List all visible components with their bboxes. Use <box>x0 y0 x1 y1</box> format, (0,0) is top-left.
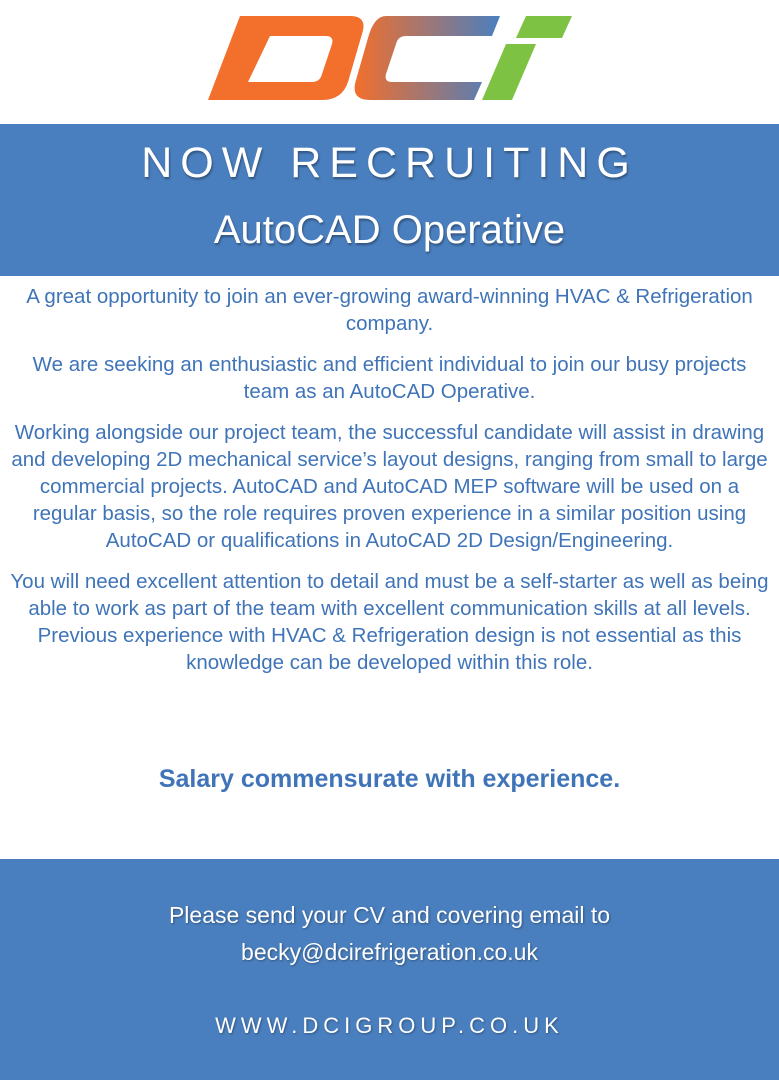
email-link[interactable]: becky@dcirefrigeration.co.uk <box>241 939 538 965</box>
paragraph-seeking: We are seeking an enthusiastic and efficient individual to join our busy projects team as an AutoCAD Operative. <box>32 353 747 403</box>
header-band <box>0 124 779 276</box>
cta-text: Please send your CV and covering email to <box>168 902 611 928</box>
footer-band <box>0 859 779 1080</box>
paragraph-role: Working alongside our project team, the successful candidate will assist in drawing and developing 2D mechanical service’s layout designs, ranging from small to large commercial projects. AutoCAD and AutoCAD MEP software will be used on a regular basis, so the role requires proven experience in a similar position using AutoCAD or qualifications in AutoCAD 2D Design/Engineering. <box>11 421 768 552</box>
job-description <box>10 283 769 690</box>
salary-note: Salary commensurate with experience. <box>158 765 621 793</box>
paragraph-requirements: You will need excellent attention to detail and must be a self-starter as well as being able to work as part of the team with excellent communication skills at all levels. Previous experience with HVAC & Refrigeration design is not essential as this knowledge can be developed within this role. <box>10 570 769 674</box>
logo-letter-i-dot <box>516 16 572 38</box>
dci-logo <box>200 14 580 104</box>
headline: NOW RECRUITING <box>141 139 638 187</box>
paragraph-intro: A great opportunity to join an ever-growing award-winning HVAC & Refrigeration company. <box>26 285 753 335</box>
logo-letter-i-stem <box>482 44 536 100</box>
website-link[interactable]: WWW.DCIGROUP.CO.UK <box>215 1013 564 1038</box>
job-title: AutoCAD Operative <box>213 208 566 252</box>
logo-letter-c <box>355 16 500 100</box>
logo-area <box>0 0 779 124</box>
logo-letter-d <box>208 16 364 100</box>
